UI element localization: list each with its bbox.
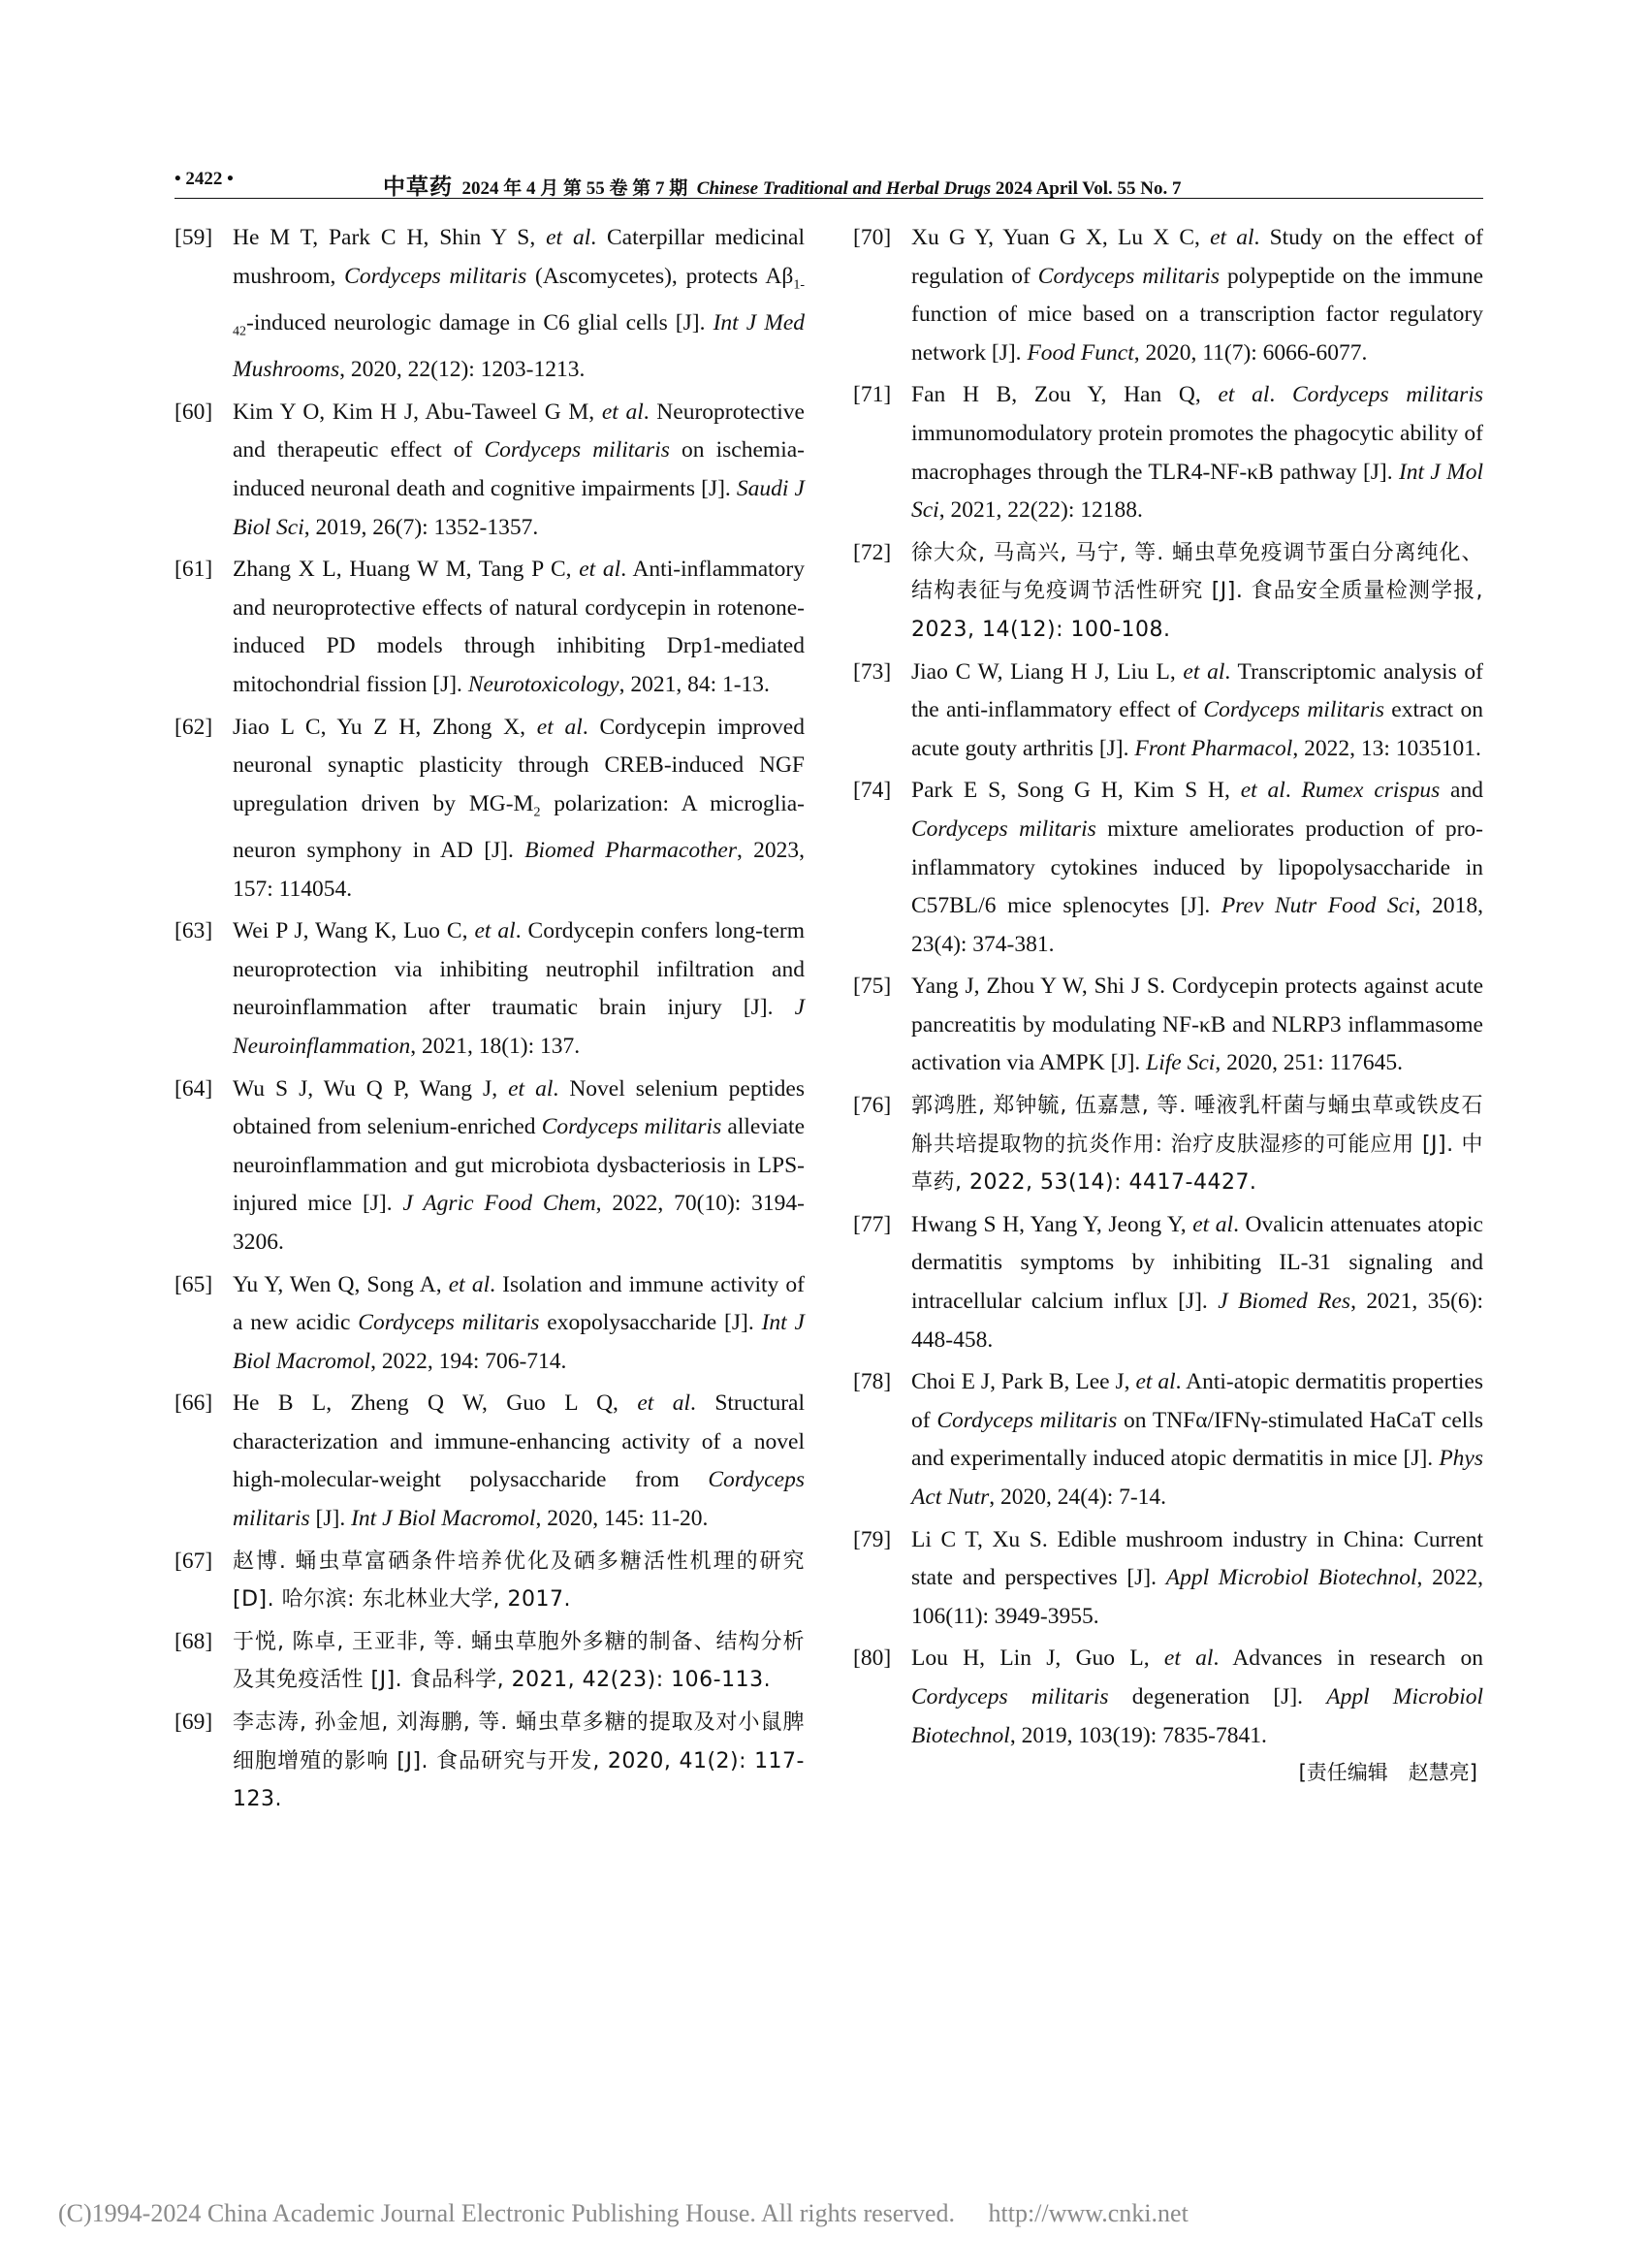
text-segment: , 2022, 13: 1035101.: [1292, 735, 1481, 761]
reference-text: 于悦, 陈卓, 王亚非, 等. 蛹虫草胞外多糖的制备、结构分析及其免疫活性 [J]. 食品科学, 2021, 42(23): 106-113.: [233, 1629, 805, 1693]
italic-segment: et al: [1183, 658, 1225, 685]
reference-number: [67]: [174, 1548, 213, 1574]
reference-number: [64]: [174, 1075, 213, 1102]
text-segment: exopolysaccharide [J].: [539, 1310, 762, 1336]
text-segment: Jiao L C, Yu Z H, Zhong X,: [233, 714, 537, 740]
italic-segment: et al: [1240, 778, 1285, 804]
italic-segment: et al: [601, 399, 644, 425]
text-segment: He B L, Zheng Q W, Guo L Q,: [233, 1390, 638, 1417]
text-segment: . Study on the effect of regulation of: [911, 225, 1483, 289]
reference-number: [68]: [174, 1628, 213, 1654]
italic-segment: et al: [1163, 1645, 1214, 1672]
text-segment: immunomodulatory protein promotes the phagocytic ability of macrophages through the TLR4-NF-κB pathway [J].: [911, 420, 1483, 485]
page-header: [174, 167, 1483, 200]
italic-segment: Int J Mol Sci: [911, 459, 1483, 524]
header-divider: [174, 198, 1483, 199]
italic-segment: et al: [1192, 1211, 1234, 1237]
reference-text: [911, 772, 1483, 964]
text-segment: Lou H, Lin J, Guo L,: [911, 1645, 1164, 1672]
italic-segment: Life Sci: [1146, 1050, 1216, 1076]
page-number: • 2422 •: [174, 169, 234, 189]
text-segment: .: [1284, 778, 1302, 804]
text-segment: . Advances in research on: [1213, 1645, 1483, 1672]
text-segment: Yang J, Zhou Y W, Shi J S. Cordycepin protects against acute pancreatitis by modulating NF-κB and NLRP3 inflammasome activation via AMPK [J].: [911, 974, 1483, 1076]
reference-number: [77]: [853, 1211, 892, 1237]
italic-segment: et al: [508, 1075, 554, 1102]
reference-number: [79]: [853, 1526, 892, 1552]
reference-entry: [853, 376, 1483, 529]
text-segment: , 2021, 22(22): 12188.: [938, 497, 1143, 524]
reference-number: [75]: [853, 974, 892, 1000]
reference-number: [80]: [853, 1645, 892, 1672]
text-segment: . Anti-inflammatory and neuroprotective effects of natural cordycepin in rotenone-induced PD models through inhibiting Drp1-mediated mitochondrial fission [J].: [233, 557, 805, 697]
reference-text: 李志涛, 孙金旭, 刘海鹏, 等. 蛹虫草多糖的提取及对小鼠脾细胞增殖的影响 [J]. 食品研究与开发, 2020, 41(2): 117-123.: [233, 1710, 805, 1812]
italic-segment: Food Funct: [1027, 339, 1134, 366]
copyright-notice: (C)1994-2024 China Academic Journal Electronic Publishing House. All rights reserved.: [58, 2199, 955, 2227]
reference-text: [233, 551, 805, 704]
text-segment: Wu S J, Wu Q P, Wang J,: [233, 1075, 509, 1102]
italic-segment: et al: [637, 1390, 691, 1417]
text-segment: polarization: A microglia-neuron symphony in AD [J].: [233, 790, 805, 863]
text-segment: , 2023, 157: 114054.: [233, 837, 806, 902]
text-segment: alleviate neuroinflammation and gut microbiota dysbacteriosis in LPS-injured mice [J].: [233, 1114, 805, 1217]
text-segment: . Structural characterization and immune-enhancing activity of a novel high-molecular-weight polysaccharide from: [233, 1390, 805, 1493]
text-segment: He M T, Park C H, Shin Y S,: [233, 225, 547, 250]
italic-segment: J Neuroinflammation: [233, 995, 805, 1059]
italic-segment: Int J Biol Macromol: [351, 1506, 536, 1532]
text-segment: degeneration [J].: [1108, 1683, 1327, 1709]
italic-segment: J Agric Food Chem: [402, 1191, 596, 1217]
reference-text: [911, 376, 1483, 529]
text-segment: . Isolation and immune activity of a new acidic: [233, 1271, 805, 1336]
reference-text: [911, 1521, 1483, 1637]
italic-segment: Rumex crispus: [1301, 778, 1441, 804]
text-segment: , 2021, 84: 1-13.: [618, 671, 770, 697]
text-segment: . Ovalicin attenuates atopic dermatitis symptoms by inhibiting IL-31 signaling and intracellular calcium influx [J].: [911, 1211, 1483, 1315]
text-segment: . Cordycepin confers long-term neuroprotection via inhibiting neutrophil infiltration and neuroinflammation after traumatic brain injury [J].: [233, 918, 805, 1021]
reference-entry: [853, 654, 1483, 769]
reference-number: [65]: [174, 1271, 213, 1297]
reference-text: [911, 1206, 1483, 1359]
reference-number: [72]: [853, 539, 892, 565]
text-segment: (Ascomycetes), protects Aβ: [526, 263, 794, 289]
italic-segment: 2: [533, 805, 541, 820]
text-segment: on TNFα/IFNγ-stimulated HaCaT cells and experimentally induced atopic dermatitis in mice [J].: [911, 1407, 1484, 1472]
reference-number: [70]: [853, 225, 892, 250]
text-segment: , 2021, 35(6): 448-458.: [911, 1289, 1483, 1353]
italic-segment: Cordyceps militaris: [233, 1467, 805, 1532]
italic-segment: et al: [474, 918, 516, 944]
italic-segment: et al: [579, 557, 621, 583]
text-segment: , 2019, 26(7): 1352-1357.: [303, 514, 539, 540]
text-segment: -induced neurologic damage in C6 glial cells [J].: [246, 309, 714, 335]
text-segment: Jiao C W, Liang H J, Liu L,: [911, 658, 1184, 685]
text-segment: , 2020, 24(4): 7-14.: [989, 1485, 1167, 1510]
text-segment: Xu G Y, Yuan G X, Lu X C,: [911, 225, 1211, 250]
journal-info: [383, 169, 1182, 201]
reference-text: 徐大众, 马高兴, 马宁, 等. 蛹虫草免疫调节蛋白分离纯化、结构表征与免疫调节活性研究 [J]. 食品安全质量检测学报, 2023, 14(12): 100-108.: [911, 540, 1483, 642]
text-segment: , 2021, 18(1): 137.: [410, 1033, 581, 1059]
text-segment: [J].: [309, 1506, 352, 1532]
text-segment: . Cordycepin improved neuronal synaptic plasticity through CREB-induced NGF upregulation driven by MG-M: [233, 714, 805, 816]
text-segment: , 2018, 23(4): 374-381.: [911, 893, 1483, 957]
text-segment: Wei P J, Wang K, Luo C,: [233, 918, 475, 944]
italic-segment: et al: [448, 1271, 491, 1297]
text-segment: Park E S, Song G H, Kim S H,: [911, 778, 1241, 804]
reference-entry: [853, 534, 1483, 650]
reference-text: [233, 1266, 805, 1382]
reference-number: [62]: [174, 714, 213, 740]
reference-text: [911, 1363, 1483, 1517]
italic-segment: Appl Microbiol Biotechnol: [911, 1683, 1483, 1748]
reference-number: [78]: [853, 1369, 892, 1395]
italic-segment: Front Pharmacol: [1134, 735, 1293, 761]
italic-segment: Cordyceps militaris: [911, 1683, 1109, 1709]
reference-number: [60]: [174, 399, 213, 425]
text-segment: , 2020, 251: 117645.: [1215, 1050, 1403, 1076]
reference-number: [63]: [174, 918, 213, 944]
text-segment: mixture ameliorates production of pro-inflammatory cytokines induced by lipopolysaccharide in C57BL/6 mice splenocytes [J].: [911, 815, 1483, 919]
reference-text: [233, 709, 805, 910]
reference-text: [911, 654, 1483, 769]
journal-title-cn: 中草药: [383, 174, 453, 200]
text-segment: Yu Y, Wen Q, Song A,: [233, 1271, 449, 1297]
reference-number: [73]: [853, 658, 892, 685]
italic-segment: 1-42: [233, 277, 806, 339]
text-segment: . Caterpillar medicinal mushroom,: [233, 225, 805, 289]
text-segment: , 2019, 103(19): 7835-7841.: [1009, 1722, 1267, 1748]
issue-info-cn: 2024 年 4 月 第 55 卷 第 7 期: [461, 178, 688, 199]
text-segment: extract on acute gouty arthritis [J].: [911, 697, 1483, 761]
italic-segment: Cordyceps militaris: [936, 1407, 1118, 1433]
text-segment: , 2020, 22(12): 1203-1213.: [339, 357, 586, 383]
reference-text: [911, 1640, 1483, 1755]
text-segment: .: [1269, 382, 1292, 408]
text-segment: , 2020, 11(7): 6066-6077.: [1133, 339, 1368, 366]
text-segment: , 2022, 106(11): 3949-3955.: [911, 1565, 1484, 1629]
italic-segment: Cordyceps militaris: [358, 1310, 540, 1336]
reference-entry: [853, 772, 1483, 964]
reference-entry: [853, 1640, 1483, 1755]
italic-segment: Int J Med Mushrooms: [233, 309, 805, 383]
reference-text: [233, 912, 805, 1066]
reference-entry: [853, 1521, 1483, 1637]
reference-entry: [174, 1543, 805, 1619]
reference-number: [59]: [174, 225, 213, 250]
text-segment: , 2022, 70(10): 3194-3206.: [233, 1191, 805, 1255]
reference-text: [233, 219, 805, 390]
reference-entry: [174, 551, 805, 704]
italic-segment: Cordyceps militaris: [1203, 697, 1384, 723]
reference-number: [74]: [853, 778, 892, 804]
italic-segment: Saudi J Biol Sci: [233, 475, 805, 540]
reference-entry: [174, 1385, 805, 1538]
reference-number: [61]: [174, 557, 213, 583]
reference-entry: [853, 219, 1483, 372]
reference-entry: [174, 1623, 805, 1700]
text-segment: Fan H B, Zou Y, Han Q,: [911, 382, 1219, 408]
italic-segment: et al: [546, 225, 591, 250]
text-segment: Kim Y O, Kim H J, Abu-Taweel G M,: [233, 399, 602, 425]
text-segment: , 2022, 194: 706-714.: [370, 1348, 567, 1374]
italic-segment: et al: [1218, 382, 1270, 408]
italic-segment: Cordyceps militaris: [344, 263, 527, 289]
italic-segment: Biomed Pharmacother: [524, 837, 737, 863]
references-left-column: [174, 219, 805, 1823]
reference-text: [911, 219, 1483, 372]
reference-entry: [853, 968, 1483, 1083]
page-footer: [58, 2199, 1189, 2228]
reference-number: [66]: [174, 1390, 213, 1417]
text-segment: and: [1440, 778, 1483, 804]
italic-segment: et al: [1210, 225, 1254, 250]
italic-segment: Cordyceps militaris: [911, 815, 1096, 842]
italic-segment: Cordyceps militaris: [1292, 382, 1483, 408]
reference-entry: [853, 1087, 1483, 1202]
italic-segment: Prev Nutr Food Sci: [1221, 893, 1415, 919]
text-segment: . Neuroprotective and therapeutic effect of: [233, 399, 805, 463]
italic-segment: Phys Act Nutr: [911, 1446, 1483, 1510]
italic-segment: Cordyceps militaris: [1037, 263, 1221, 289]
text-segment: on ischemia-induced neuronal death and cognitive impairments [J].: [233, 437, 805, 501]
italic-segment: et al: [536, 714, 583, 740]
italic-segment: Cordyceps militaris: [484, 437, 670, 463]
italic-segment: et al: [1135, 1369, 1176, 1395]
text-segment: , 2020, 145: 11-20.: [535, 1506, 709, 1532]
reference-number: [71]: [853, 382, 892, 408]
reference-entry: [174, 219, 805, 390]
italic-segment: J Biomed Res: [1218, 1289, 1351, 1315]
reference-entry: [174, 1266, 805, 1382]
reference-entry: [174, 1704, 805, 1819]
reference-text: 赵博. 蛹虫草富硒条件培养优化及硒多糖活性机理的研究 [D]. 哈尔滨: 东北林业大学, 2017.: [233, 1549, 805, 1613]
reference-number: [69]: [174, 1709, 213, 1736]
reference-entry: [853, 1363, 1483, 1517]
reference-text: 郭鸿胜, 郑钟毓, 伍嘉慧, 等. 唾液乳杆菌与蛹虫草或铁皮石斛共培提取物的抗炎作用: 治疗皮肤湿疹的可能应用 [J]. 中草药, 2022, 53(14): 4417-4427.: [911, 1094, 1483, 1196]
reference-entry: [853, 1206, 1483, 1359]
reference-entry: [174, 709, 805, 910]
text-segment: . Transcriptomic analysis of the anti-inflammatory effect of: [911, 658, 1484, 723]
reference-entry: [174, 1070, 805, 1262]
reference-text: [233, 1385, 805, 1538]
text-segment: Choi E J, Park B, Lee J,: [911, 1369, 1136, 1395]
journal-title-en: Chinese Traditional and Herbal Drugs: [696, 178, 992, 199]
text-segment: polypeptide on the immune function of mice based on a transcription factor regulatory network [J].: [911, 263, 1483, 366]
issue-info-en: 2024 April Vol. 55 No. 7: [995, 178, 1182, 199]
text-segment: Li C T, Xu S. Edible mushroom industry in China: Current state and perspectives [J].: [911, 1526, 1483, 1591]
reference-entry: [174, 394, 805, 547]
text-segment: Zhang X L, Huang W M, Tang P C,: [233, 557, 580, 583]
italic-segment: Neurotoxicology: [467, 671, 619, 697]
italic-segment: Int J Biol Macromol: [233, 1310, 805, 1374]
reference-entry: [174, 912, 805, 1066]
text-segment: . Novel selenium peptides obtained from selenium-enriched: [233, 1075, 805, 1140]
reference-number: [76]: [853, 1093, 892, 1119]
text-segment: . Anti-atopic dermatitis properties of: [911, 1369, 1483, 1433]
editor-note: [责任编辑 赵慧亮]: [1298, 1761, 1477, 1785]
reference-text: [911, 968, 1483, 1083]
cnki-link[interactable]: http://www.cnki.net: [988, 2199, 1189, 2227]
text-segment: Hwang S H, Yang Y, Jeong Y,: [911, 1211, 1193, 1237]
reference-text: [233, 1070, 805, 1262]
italic-segment: Appl Microbiol Biotechnol: [1165, 1565, 1417, 1591]
italic-segment: Cordyceps militaris: [541, 1114, 722, 1140]
reference-text: [233, 394, 805, 547]
references-right-column: [853, 219, 1483, 1786]
